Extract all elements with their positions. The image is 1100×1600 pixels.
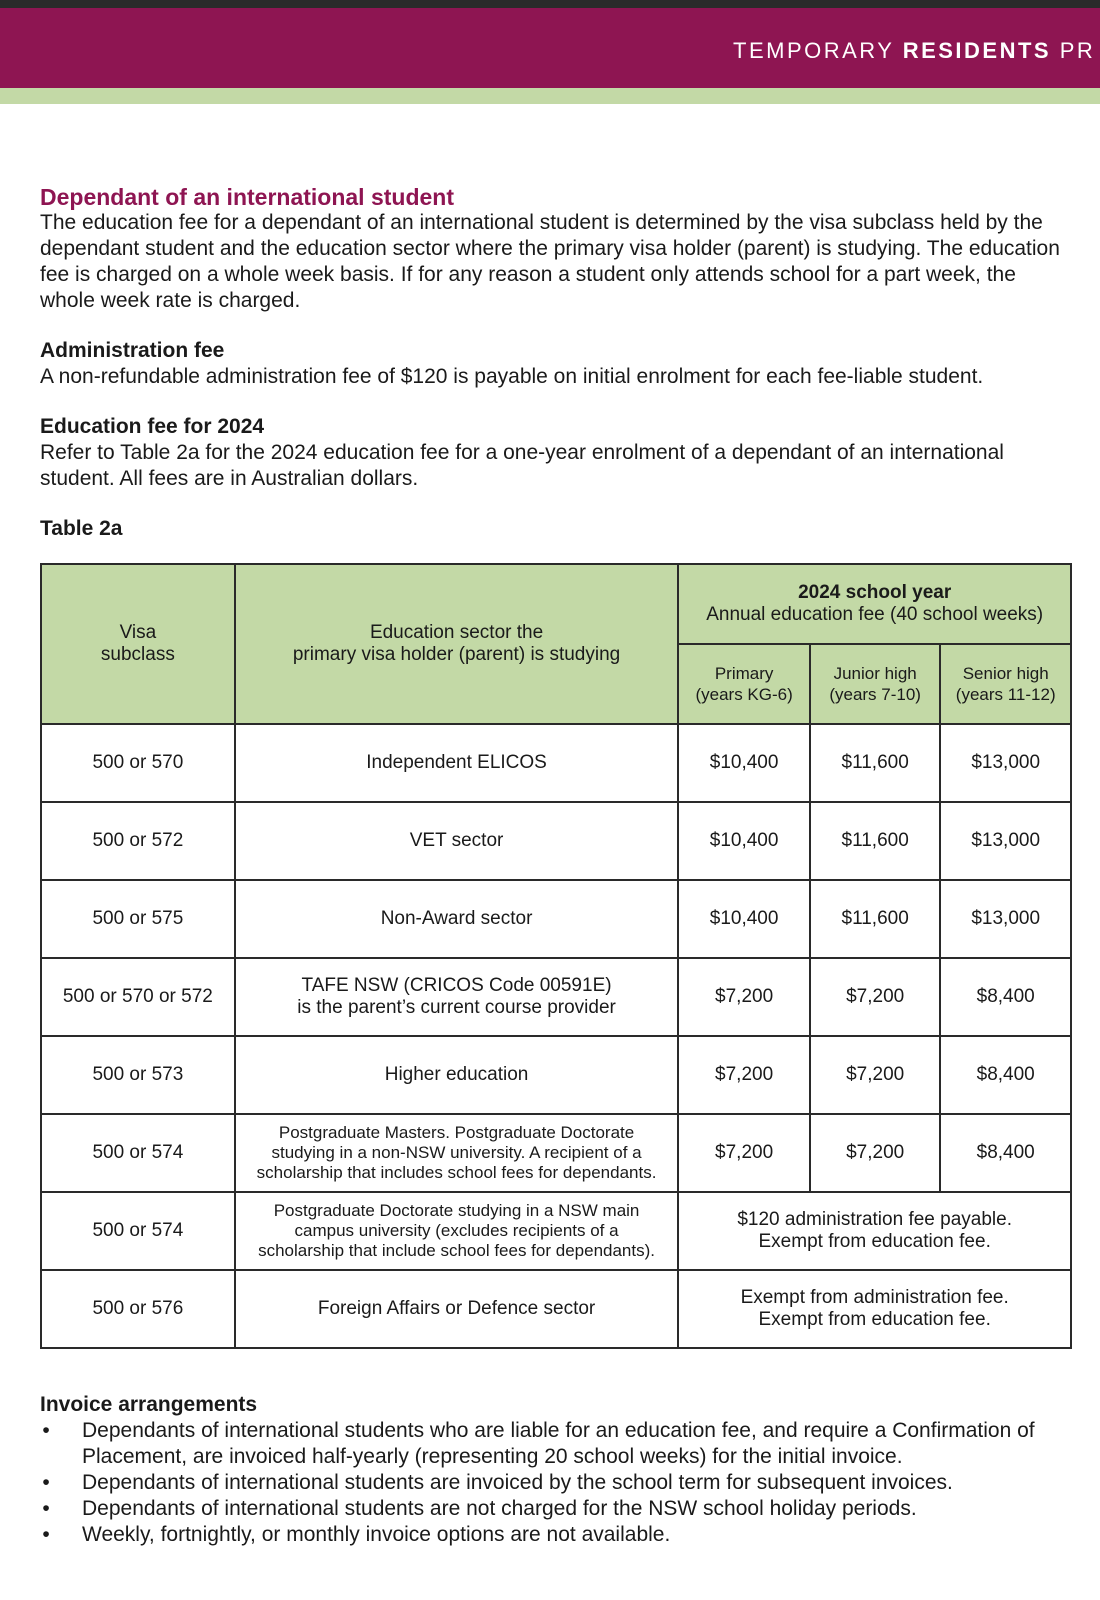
fee-senior-high-cell: $13,000 (940, 802, 1071, 880)
header-green-bar (0, 88, 1100, 104)
education-sector-cell: Postgraduate Masters. Postgraduate Doctorate studying in a non-NSW university. A recipient of a scholarship that includes school fees for dependants. (235, 1114, 679, 1192)
admin-fee-heading: Administration fee (40, 339, 225, 362)
header-primary: Primary (years KG-6) (678, 644, 810, 724)
fee-note-cell: $120 administration fee payable. Exempt from education fee. (678, 1192, 1071, 1270)
visa-subclass-cell: 500 or 573 (41, 1036, 235, 1114)
table-caption: Table 2a (40, 517, 123, 540)
fee-junior-high-cell: $11,600 (810, 724, 941, 802)
fee-primary-cell: $7,200 (678, 958, 810, 1036)
education-sector-cell: Non-Award sector (235, 880, 679, 958)
bullet-icon: • (42, 1523, 50, 1546)
header-title: TEMPORARY RESIDENTS PR (733, 38, 1096, 63)
visa-subclass-cell: 500 or 575 (41, 880, 235, 958)
fee-senior-high-cell: $8,400 (940, 958, 1071, 1036)
fee-table (40, 563, 1072, 1349)
visa-subclass-cell: 500 or 570 or 572 (41, 958, 235, 1036)
bullet-icon: • (42, 1471, 50, 1494)
invoice-heading: Invoice arrangements (40, 1393, 258, 1416)
table-row (41, 802, 1071, 880)
invoice-bullet-list (40, 1418, 1080, 1548)
header-junior-high: Junior high (years 7-10) (810, 644, 941, 724)
education-fee-text: Refer to Table 2a for the 2024 education fee for a one-year enrolment of a dependant of an international student. All fees are in Australian dollars. (40, 441, 1004, 490)
fee-senior-high-cell: $13,000 (940, 724, 1071, 802)
visa-subclass-cell: 500 or 572 (41, 802, 235, 880)
list-item: • Dependants of international students are invoiced by the school term for subsequent invoices. (40, 1470, 1080, 1496)
section-heading: Dependant of an international student (40, 184, 455, 210)
fee-junior-high-cell: $11,600 (810, 880, 941, 958)
list-item: • Dependants of international students who are liable for an education fee, and require a Confirmation of Placement, are invoiced half-yearly (representing 20 school weeks) for the initial invoice. (40, 1418, 1080, 1470)
fee-primary-cell: $7,200 (678, 1036, 810, 1114)
fee-note-cell: Exempt from administration fee. Exempt from education fee. (678, 1270, 1071, 1348)
bullet-icon: • (42, 1419, 50, 1442)
visa-subclass-cell: 500 or 570 (41, 724, 235, 802)
table-row (41, 1114, 1071, 1192)
education-sector-cell: Independent ELICOS (235, 724, 679, 802)
table-row (41, 724, 1071, 802)
visa-subclass-cell: 500 or 576 (41, 1270, 235, 1348)
education-fee-heading: Education fee for 2024 (40, 415, 265, 438)
table-row (41, 958, 1071, 1036)
top-dark-line (0, 0, 1100, 8)
visa-subclass-cell: 500 or 574 (41, 1192, 235, 1270)
header-senior-high: Senior high (years 11-12) (940, 644, 1071, 724)
fee-primary-cell: $10,400 (678, 880, 810, 958)
table-row (41, 1270, 1071, 1348)
bullet-icon: • (42, 1497, 50, 1520)
table-row (41, 880, 1071, 958)
header-education-sector: Education sector the primary visa holder (parent) is studying (235, 564, 679, 724)
fee-senior-high-cell: $8,400 (940, 1036, 1071, 1114)
education-sector-cell: Higher education (235, 1036, 679, 1114)
table-row (41, 1192, 1071, 1270)
header-school-year: 2024 school year Annual education fee (40 school weeks) (678, 564, 1071, 644)
admin-fee-text: A non-refundable administration fee of $120 is payable on initial enrolment for each fee-liable student. (40, 365, 984, 388)
education-sector-cell: Foreign Affairs or Defence sector (235, 1270, 679, 1348)
fee-senior-high-cell: $13,000 (940, 880, 1071, 958)
invoice-section (40, 1392, 1080, 1548)
fee-senior-high-cell: $8,400 (940, 1114, 1071, 1192)
list-item: • Dependants of international students are not charged for the NSW school holiday periods. (40, 1496, 1080, 1522)
visa-subclass-cell: 500 or 574 (41, 1114, 235, 1192)
header-banner (0, 8, 1100, 88)
fee-primary-cell: $10,400 (678, 724, 810, 802)
fee-junior-high-cell: $7,200 (810, 1114, 941, 1192)
section-intro: The education fee for a dependant of an international student is determined by the visa subclass held by the dependant student and the education sector where the primary visa holder (parent) is studying. The education fee is charged on a whole week basis. If for any reason a student only attends school for a part week, the whole week rate is charged. (40, 211, 1060, 312)
education-sector-cell: VET sector (235, 802, 679, 880)
education-sector-cell: TAFE NSW (CRICOS Code 00591E) is the parent’s current course provider (235, 958, 679, 1036)
education-sector-cell: Postgraduate Doctorate studying in a NSW main campus university (excludes recipients of a scholarship that include school fees for dependants). (235, 1192, 679, 1270)
document-body (40, 184, 1076, 542)
fee-junior-high-cell: $11,600 (810, 802, 941, 880)
fee-primary-cell: $10,400 (678, 802, 810, 880)
list-item: • Weekly, fortnightly, or monthly invoice options are not available. (40, 1522, 1080, 1548)
fee-primary-cell: $7,200 (678, 1114, 810, 1192)
header-visa-subclass: Visa subclass (41, 564, 235, 724)
fee-junior-high-cell: $7,200 (810, 958, 941, 1036)
fee-junior-high-cell: $7,200 (810, 1036, 941, 1114)
table-row (41, 1036, 1071, 1114)
